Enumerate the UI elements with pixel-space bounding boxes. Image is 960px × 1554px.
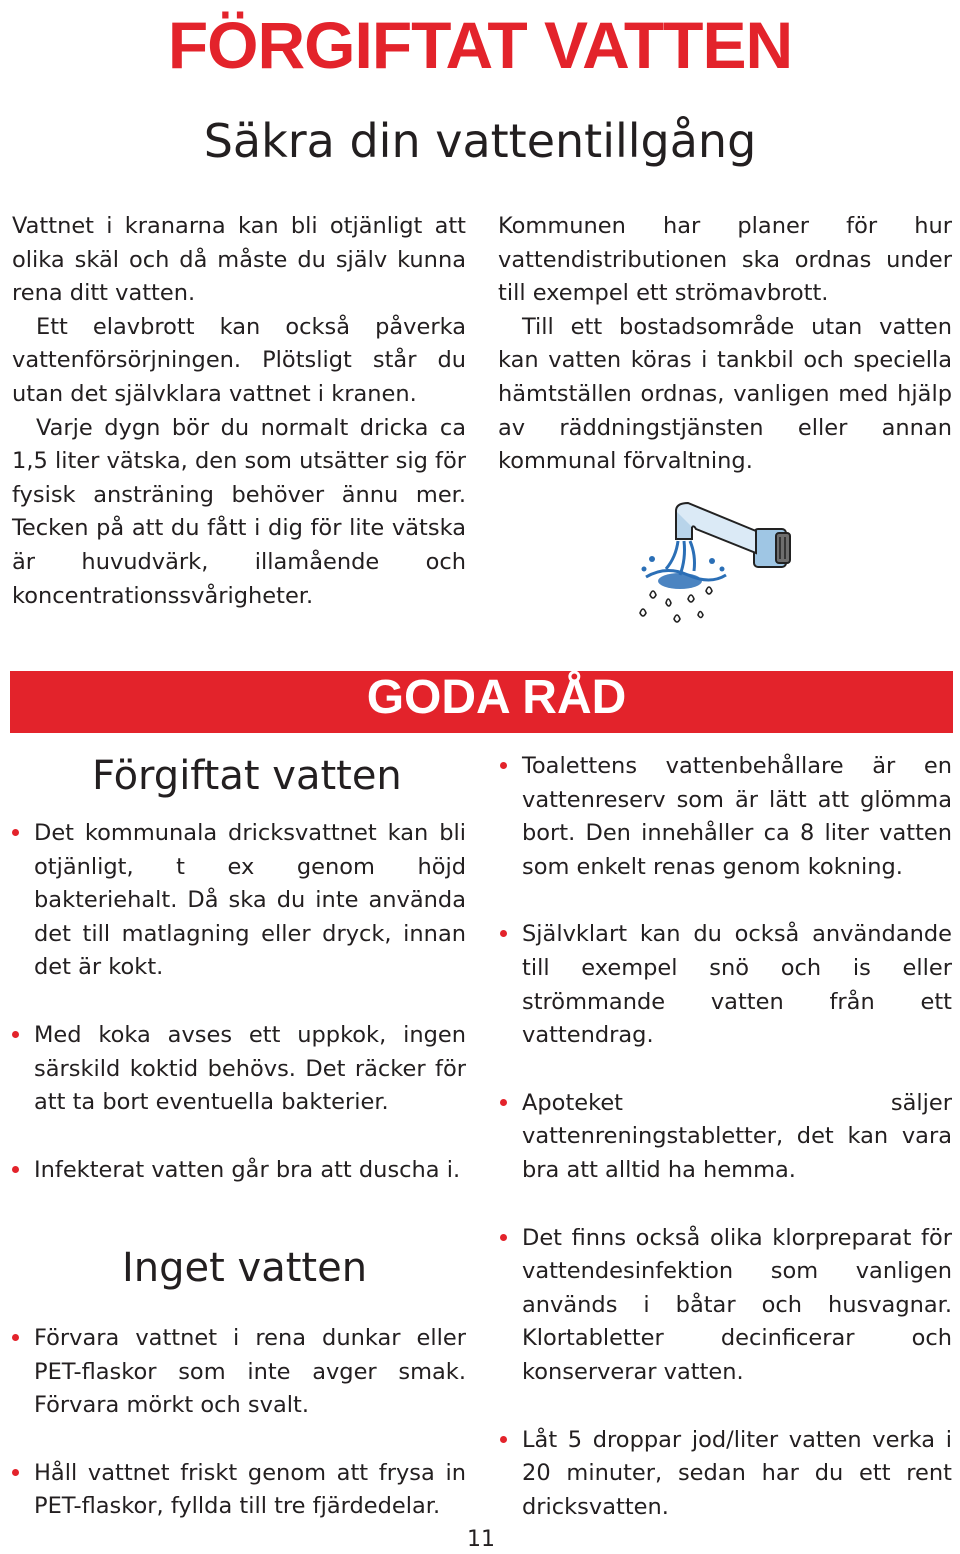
page-subtitle: Säkra din vattentillgång xyxy=(203,114,757,168)
poisoned-water-heading: Förgiftat vatten xyxy=(92,753,402,799)
bullet-dot xyxy=(500,1099,507,1106)
list-item xyxy=(12,1457,466,1524)
poisoned-water-bullet-2: Med koka avses ett uppkok, ingen särskild koktid behövs. Det räcker för att ta bort eventuella bakterier. xyxy=(34,1021,466,1116)
bullet-dot xyxy=(12,1166,19,1173)
bullet-dot xyxy=(500,762,507,769)
bullet-dot xyxy=(500,930,507,937)
bullet-dot xyxy=(12,1334,19,1341)
page-title: FÖRGIFTAT VATTEN xyxy=(167,8,793,82)
list-item xyxy=(500,1222,952,1390)
bullet-dot xyxy=(12,1469,19,1476)
advice-bullet-2: Självklart kan du också användande till exempel snö och is eller strömmande vatten från ett vattendrag. xyxy=(522,921,952,1049)
list-item xyxy=(500,1424,952,1525)
intro-left-paragraph-1: Vattnet i kranarna kan bli otjänligt att olika skäl och då måste du själv kunna rena ditt vatten. xyxy=(12,213,466,307)
list-item xyxy=(12,817,466,985)
intro-right-paragraph-2: Till ett bostadsområde utan vatten kan vatten köras i tankbil och speciella hämtställen ordnas, vanligen med hjälp av räddningstjänsten eller annan kommunal förvaltning. xyxy=(498,313,952,475)
bullet-dot xyxy=(500,1436,507,1443)
intro-right-paragraph-1: Kommunen har planer för hur vattendistributionen ska ordnas under till exempel ett strömavbrott. xyxy=(498,213,952,307)
page-number: 11 xyxy=(467,1527,495,1552)
advice-bullet-3: Apoteket säljer vattenreningstabletter, det kan vara bra att alltid ha hemma. xyxy=(522,1089,952,1183)
intro-right-column xyxy=(498,210,952,479)
list-item xyxy=(12,1019,466,1120)
bullet-dot xyxy=(12,1031,19,1038)
no-water-heading: Inget vatten xyxy=(122,1245,368,1291)
advice-banner xyxy=(10,671,953,733)
list-item xyxy=(500,750,952,884)
advice-banner-title: GODA RÅD xyxy=(366,671,627,724)
list-item xyxy=(12,1322,466,1423)
list-item xyxy=(500,1087,952,1188)
bullet-dot xyxy=(500,1234,507,1241)
faucet-icon xyxy=(636,495,806,630)
intro-left-column xyxy=(12,210,466,613)
advice-bullet-5: Låt 5 droppar jod/liter vatten verka i 20 minuter, sedan har du ett rent dricksvatten. xyxy=(522,1426,952,1520)
advice-bullet-1: Toalettens vattenbehållare är en vattenreserv som är lätt att glömma bort. Den innehåller ca 8 liter vatten som enkelt renas genom kokning. xyxy=(522,753,952,880)
advice-bullet-4: Det finns också olika klorpreparat för vattendesinfektion som vanligen används i båtar och husvagnar. Klortabletter decinficerar och konserverar vatten. xyxy=(522,1224,952,1385)
poisoned-water-bullet-3: Infekterat vatten går bra att duscha i. xyxy=(34,1156,461,1183)
list-item xyxy=(500,918,952,1052)
poisoned-water-list xyxy=(12,817,466,1187)
advice-list xyxy=(500,750,952,1524)
bullet-dot xyxy=(12,829,19,836)
poisoned-water-bullet-1: Det kommunala dricksvattnet kan bli otjänligt, t ex genom höjd bakteriehalt. Då ska du inte använda det till matlagning eller dryck, innan det är kokt. xyxy=(34,820,466,981)
no-water-bullet-1: Förvara vattnet i rena dunkar eller PET-flaskor som inte avger smak. Förvara mörkt och svalt. xyxy=(34,1325,466,1419)
no-water-bullet-2: Håll vattnet friskt genom att frysa in PET-flaskor, fyllda till tre fjärdedelar. xyxy=(34,1459,466,1520)
list-item xyxy=(12,1154,466,1188)
intro-left-paragraph-2: Ett elavbrott kan också påverka vattenförsörjningen. Plötsligt står du utan det självklara vattnet i kranen. xyxy=(12,313,466,407)
intro-left-paragraph-3: Varje dygn bör du normalt dricka ca 1,5 liter vätska, den som utsätter sig för fysisk ansträning behöver ännu mer. Tecken på att du fått i dig för lite vätska är huvudvärk, illamående och koncentrationssvårigheter. xyxy=(12,414,466,609)
no-water-list xyxy=(12,1322,466,1524)
